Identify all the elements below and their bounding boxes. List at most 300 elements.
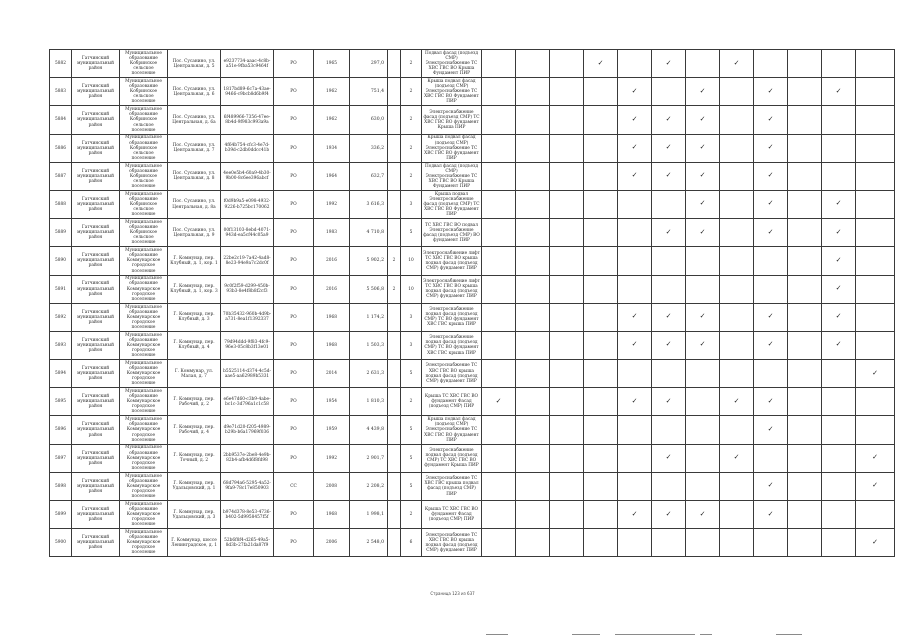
year-cell: 2008 <box>314 472 350 500</box>
check-cell <box>822 331 856 359</box>
guid-cell: e6e47d60-c3b9-4abe-bc1c-3d796a1c1c58 <box>221 388 274 416</box>
check-cell <box>856 416 895 444</box>
checkmark-icon: ✓ <box>767 171 774 180</box>
check-cell <box>788 162 822 190</box>
check-cell <box>720 275 754 303</box>
check-cell <box>788 472 822 500</box>
area-cell: 751,4 <box>350 78 388 106</box>
check-cell <box>686 78 720 106</box>
check-cell <box>686 190 720 218</box>
check-cell <box>516 247 550 275</box>
check-cell <box>686 303 720 331</box>
guid-cell: f0d9b9a5-e098-4932-9226-b725bc170062 <box>221 190 274 218</box>
lifts-cell: 2 <box>388 275 401 303</box>
checkmark-icon: ✓ <box>699 114 706 123</box>
check-cell <box>482 162 516 190</box>
checkmark-icon: ✓ <box>699 227 706 236</box>
floors-cell: 2 <box>401 134 422 162</box>
works-cell: Электроснабжение подвал фасад (подъезд СМР) ТС ВО фундамент ХВС ГВС крыша ПИР <box>422 331 482 359</box>
area-cell: 632,7 <box>350 162 388 190</box>
guid-cell: 4f64b754-cfc3-4e7d-b39d-c2db0ddcc41b <box>221 134 274 162</box>
guid-cell: 1817bd89-6c7a-43ae-9466-c9bcb8d6b9f4 <box>221 78 274 106</box>
check-cell <box>516 134 550 162</box>
check-cell <box>754 416 788 444</box>
check-cell <box>788 134 822 162</box>
check-cell <box>550 190 584 218</box>
guid-cell: 9c0f2f59-d299-450b-93b3-8e4f8b8f2cf3 <box>221 275 274 303</box>
check-cell <box>822 388 856 416</box>
check-cell <box>788 219 822 247</box>
check-cell <box>686 444 720 472</box>
district-cell: Гатчинский муниципальный район <box>72 331 120 359</box>
address-cell: Г. Коммунар, пер. Клубный, д. 1, кор. 1 <box>168 247 221 275</box>
check-cell <box>584 529 618 557</box>
check-cell <box>584 275 618 303</box>
check-cell <box>754 134 788 162</box>
area-cell: 336,2 <box>350 134 388 162</box>
owner-cell: Муниципальное образование Коммунарское городское поселение <box>120 529 168 557</box>
form-cell: РО <box>274 388 314 416</box>
check-cell <box>686 529 720 557</box>
area-cell: 630,0 <box>350 106 388 134</box>
check-cell <box>788 331 822 359</box>
district-cell: Гатчинский муниципальный район <box>72 360 120 388</box>
owner-cell: Муниципальное образование Коммунарское городское поселение <box>120 501 168 529</box>
checkmark-icon: ✓ <box>699 86 706 95</box>
check-cell <box>652 472 686 500</box>
floors-cell: 2 <box>401 78 422 106</box>
lifts-cell <box>388 416 401 444</box>
check-cell <box>788 388 822 416</box>
checkmark-icon: ✓ <box>597 58 604 67</box>
check-cell <box>618 388 652 416</box>
address-cell: Пос. Сусанино, ул. Центральная, д. 7 <box>168 134 221 162</box>
checkmark-icon: ✓ <box>631 114 638 123</box>
check-cell <box>550 501 584 529</box>
address-cell: Г. Коммунар, пер. Рабочий, д. 2 <box>168 388 221 416</box>
check-cell <box>720 388 754 416</box>
works-cell: Крыша подвал фасад (подъезд СМР) Электроснабжение ТС ХВС ГВС ВО фундамент ПИР <box>422 416 482 444</box>
check-cell <box>788 247 822 275</box>
year-cell: 1968 <box>314 331 350 359</box>
check-cell <box>618 529 652 557</box>
floors-cell: 2 <box>401 501 422 529</box>
check-cell <box>720 190 754 218</box>
year-cell: 1934 <box>314 134 350 162</box>
check-cell <box>754 219 788 247</box>
owner-cell: Муниципальное образование Коммунарское городское поселение <box>120 247 168 275</box>
district-cell: Гатчинский муниципальный район <box>72 134 120 162</box>
district-cell: Гатчинский муниципальный район <box>72 219 120 247</box>
check-cell <box>482 219 516 247</box>
check-cell <box>584 134 618 162</box>
check-cell <box>686 162 720 190</box>
lifts-cell <box>388 190 401 218</box>
check-cell <box>720 219 754 247</box>
form-cell: РО <box>274 331 314 359</box>
check-cell <box>516 275 550 303</box>
lifts-cell: 2 <box>388 247 401 275</box>
area-cell: 3 616,3 <box>350 190 388 218</box>
table-row <box>50 78 895 106</box>
check-cell <box>516 388 550 416</box>
check-cell <box>618 106 652 134</box>
table-row <box>50 472 895 500</box>
check-cell <box>652 275 686 303</box>
check-cell <box>652 360 686 388</box>
guid-cell: b974d378-8e53-4736-b402-5d9958457f5f <box>221 501 274 529</box>
check-cell <box>856 275 895 303</box>
register-document <box>49 49 888 557</box>
check-cell <box>584 501 618 529</box>
year-cell: 1962 <box>314 78 350 106</box>
lifts-cell <box>388 331 401 359</box>
check-cell <box>482 275 516 303</box>
check-cell <box>618 50 652 78</box>
lifts-cell <box>388 303 401 331</box>
floors-cell: 5 <box>401 472 422 500</box>
check-cell <box>516 331 550 359</box>
checkmark-icon: ✓ <box>767 86 774 95</box>
check-cell <box>788 501 822 529</box>
year-cell: 2014 <box>314 360 350 388</box>
checkmark-icon: ✓ <box>631 312 638 321</box>
check-cell <box>584 444 618 472</box>
check-cell <box>822 501 856 529</box>
checkmark-icon: ✓ <box>665 143 672 152</box>
check-cell <box>482 416 516 444</box>
check-cell <box>482 360 516 388</box>
lifts-cell <box>388 529 401 557</box>
check-cell <box>754 78 788 106</box>
district-cell: Гатчинский муниципальный район <box>72 78 120 106</box>
check-cell <box>856 444 895 472</box>
address-cell: Г. Коммунар, шоссе Ленинградское, д. 1 <box>168 529 221 557</box>
check-cell <box>482 50 516 78</box>
address-cell: Г. Коммунар, пер. Удальцовский, д. 1 <box>168 472 221 500</box>
check-cell <box>584 331 618 359</box>
checkmark-icon: ✓ <box>665 312 672 321</box>
check-cell <box>584 472 618 500</box>
check-cell <box>550 472 584 500</box>
check-cell <box>754 501 788 529</box>
check-cell <box>856 247 895 275</box>
owner-cell: Муниципальное образование Кобринское сельское поселение <box>120 78 168 106</box>
form-cell: РО <box>274 190 314 218</box>
checkmark-icon: ✓ <box>631 509 638 518</box>
check-cell <box>550 78 584 106</box>
owner-cell: Муниципальное образование Кобринское сельское поселение <box>120 219 168 247</box>
checkmark-icon: ✓ <box>835 284 842 293</box>
check-cell <box>550 360 584 388</box>
lifts-cell <box>388 78 401 106</box>
check-cell <box>550 529 584 557</box>
works-cell: ТС ХВС ГВС ВО подвал Электроснабжение фасад (подъезд СМР) ВО фундамент ПИР <box>422 219 482 247</box>
works-cell: Крыша ТС ХВС ГВС ВО фундамент Фасад (подъезд СМР) ПИР <box>422 501 482 529</box>
check-cell <box>856 303 895 331</box>
check-cell <box>652 78 686 106</box>
check-cell <box>516 360 550 388</box>
check-cell <box>652 134 686 162</box>
form-cell: РО <box>274 303 314 331</box>
check-cell <box>618 360 652 388</box>
check-cell <box>754 106 788 134</box>
check-cell <box>618 501 652 529</box>
check-cell <box>754 162 788 190</box>
check-cell <box>550 331 584 359</box>
address-cell: Пос. Сусанино, ул. Центральная, д. 6а <box>168 106 221 134</box>
check-cell <box>652 162 686 190</box>
district-cell: Гатчинский муниципальный район <box>72 247 120 275</box>
check-cell <box>516 190 550 218</box>
check-cell <box>516 472 550 500</box>
check-cell <box>788 303 822 331</box>
checkmark-icon: ✓ <box>699 171 706 180</box>
area-cell: 2 208,2 <box>350 472 388 500</box>
check-cell <box>822 78 856 106</box>
check-cell <box>482 444 516 472</box>
checkmark-icon: ✓ <box>872 481 878 490</box>
check-cell <box>754 331 788 359</box>
lifts-cell <box>388 444 401 472</box>
year-cell: 2016 <box>314 275 350 303</box>
check-cell <box>822 219 856 247</box>
form-cell: РО <box>274 529 314 557</box>
floors-cell: 6 <box>401 529 422 557</box>
address-cell: Пос. Сусанино, ул. Центральная, д. 8а <box>168 190 221 218</box>
lifts-cell <box>388 219 401 247</box>
check-cell <box>788 444 822 472</box>
check-cell <box>482 106 516 134</box>
floors-cell: 5 <box>401 219 422 247</box>
check-cell <box>652 529 686 557</box>
form-cell: РО <box>274 360 314 388</box>
district-cell: Гатчинский муниципальный район <box>72 162 120 190</box>
district-cell: Гатчинский муниципальный район <box>72 275 120 303</box>
check-cell <box>584 303 618 331</box>
checkmark-icon: ✓ <box>767 424 774 433</box>
check-cell <box>618 78 652 106</box>
check-cell <box>788 416 822 444</box>
checkmark-icon: ✓ <box>699 312 706 321</box>
page-footer: Страница 123 из 637 <box>430 591 475 596</box>
checkmark-icon: ✓ <box>495 396 502 405</box>
check-cell <box>720 472 754 500</box>
floors-cell: 2 <box>401 50 422 78</box>
owner-cell: Муниципальное образование Коммунарское городское поселение <box>120 444 168 472</box>
form-cell: РО <box>274 219 314 247</box>
address-cell: Г. Коммунар, пер. Клубный, д. 4 <box>168 331 221 359</box>
district-cell: Гатчинский муниципальный район <box>72 303 120 331</box>
address-cell: Пос. Сусанино, ул. Центральная, д. 5 <box>168 50 221 78</box>
check-cell <box>516 416 550 444</box>
owner-cell: Муниципальное образование Кобринское сельское поселение <box>120 106 168 134</box>
owner-cell: Муниципальное образование Кобринское сельское поселение <box>120 162 168 190</box>
check-cell <box>822 416 856 444</box>
check-cell <box>788 529 822 557</box>
scan-artifact-line <box>572 634 600 635</box>
check-cell <box>686 275 720 303</box>
check-cell <box>618 303 652 331</box>
check-cell <box>482 78 516 106</box>
check-cell <box>516 303 550 331</box>
checkmark-icon: ✓ <box>699 340 706 349</box>
row-number: 5882 <box>50 50 72 78</box>
year-cell: 1968 <box>314 501 350 529</box>
checkmark-icon: ✓ <box>665 340 672 349</box>
district-cell: Гатчинский муниципальный район <box>72 444 120 472</box>
guid-cell: d9e71d20-f205-4989-b29b-b6a17969f036 <box>221 416 274 444</box>
check-cell <box>618 162 652 190</box>
district-cell: Гатчинский муниципальный район <box>72 501 120 529</box>
check-cell <box>482 134 516 162</box>
scan-artifact-line <box>486 634 508 635</box>
check-cell <box>822 106 856 134</box>
check-cell <box>550 275 584 303</box>
area-cell: 1 998,1 <box>350 501 388 529</box>
check-cell <box>754 190 788 218</box>
table-row <box>50 416 895 444</box>
checkmark-icon: ✓ <box>767 481 774 490</box>
area-cell: 5 902,2 <box>350 247 388 275</box>
check-cell <box>720 416 754 444</box>
check-cell <box>482 388 516 416</box>
year-cell: 2006 <box>314 529 350 557</box>
form-cell: РО <box>274 247 314 275</box>
lifts-cell <box>388 50 401 78</box>
area-cell: 4 710,8 <box>350 219 388 247</box>
works-cell: Электроснабжение лифт ТС ХВС ГВС ВО крыша подвал фасад (подъезд СМР) фундамент ПИР <box>422 275 482 303</box>
check-cell <box>652 50 686 78</box>
owner-cell: Муниципальное образование Кобринское сельское поселение <box>120 190 168 218</box>
check-cell <box>618 416 652 444</box>
row-number: 5893 <box>50 331 72 359</box>
check-cell <box>822 444 856 472</box>
check-cell <box>550 247 584 275</box>
address-cell: Г. Коммунар, пер. Клубный, д. 3 <box>168 303 221 331</box>
year-cell: 1983 <box>314 219 350 247</box>
district-cell: Гатчинский муниципальный район <box>72 106 120 134</box>
check-cell <box>754 388 788 416</box>
row-number: 5888 <box>50 190 72 218</box>
check-cell <box>856 78 895 106</box>
check-cell <box>788 50 822 78</box>
check-cell <box>720 303 754 331</box>
checkmark-icon: ✓ <box>665 171 672 180</box>
works-cell: Крыша ТС ХВС ГВС ВО фундамент Фасад (подъезд СМР) ПИР <box>422 388 482 416</box>
check-cell <box>584 106 618 134</box>
check-cell <box>856 388 895 416</box>
area-cell: 1 503,3 <box>350 331 388 359</box>
check-cell <box>618 134 652 162</box>
table-row <box>50 247 895 275</box>
address-cell: Пос. Сусанино, ул. Центральная, д. 9 <box>168 219 221 247</box>
check-cell <box>856 219 895 247</box>
check-cell <box>720 134 754 162</box>
check-cell <box>584 360 618 388</box>
guid-cell: 68d794a6-5295-4a52-9fa9-78c17e850903 <box>221 472 274 500</box>
table-row <box>50 275 895 303</box>
row-number: 5891 <box>50 275 72 303</box>
check-cell <box>550 134 584 162</box>
owner-cell: Муниципальное образование Коммунарское городское поселение <box>120 275 168 303</box>
check-cell <box>754 50 788 78</box>
check-cell <box>550 388 584 416</box>
lifts-cell <box>388 106 401 134</box>
year-cell: 1954 <box>314 388 350 416</box>
check-cell <box>482 331 516 359</box>
area-cell: 1 810,3 <box>350 388 388 416</box>
checkmark-icon: ✓ <box>767 114 774 123</box>
row-number: 5890 <box>50 247 72 275</box>
check-cell <box>686 331 720 359</box>
area-cell: 5 506,8 <box>350 275 388 303</box>
check-cell <box>856 529 895 557</box>
check-cell <box>584 388 618 416</box>
checkmark-icon: ✓ <box>665 114 672 123</box>
check-cell <box>584 78 618 106</box>
row-number: 5886 <box>50 134 72 162</box>
check-cell <box>550 219 584 247</box>
checkmark-icon: ✓ <box>699 143 706 152</box>
checkmark-icon: ✓ <box>733 453 740 462</box>
guid-cell: 52b6f8f4-d265-49a5-8d3b-27fa21da87f9 <box>221 529 274 557</box>
check-cell <box>686 134 720 162</box>
address-cell: Г. Коммунар, пер. Клубный, д. 1, кор. 3 <box>168 275 221 303</box>
floors-cell: 5 <box>401 416 422 444</box>
checkmark-icon: ✓ <box>631 171 638 180</box>
capital-repair-table <box>49 49 895 557</box>
check-cell <box>652 388 686 416</box>
check-cell <box>788 360 822 388</box>
owner-cell: Муниципальное образование Кобринское сельское поселение <box>120 50 168 78</box>
table-row <box>50 360 895 388</box>
district-cell: Гатчинский муниципальный район <box>72 388 120 416</box>
check-cell <box>720 360 754 388</box>
form-cell: РО <box>274 501 314 529</box>
check-cell <box>856 331 895 359</box>
check-cell <box>550 162 584 190</box>
table-row <box>50 331 895 359</box>
scan-artifact-line <box>776 634 802 635</box>
check-cell <box>856 472 895 500</box>
check-cell <box>652 416 686 444</box>
checkmark-icon: ✓ <box>835 340 842 349</box>
check-cell <box>686 247 720 275</box>
checkmark-icon: ✓ <box>767 227 774 236</box>
checkmark-icon: ✓ <box>665 396 672 405</box>
checkmark-icon: ✓ <box>665 453 672 462</box>
works-cell: Электроснабжение ТС ХВС ГВС ВО крыша подвал фасад (подъезд СМР) фундамент ПИР <box>422 360 482 388</box>
row-number: 5887 <box>50 162 72 190</box>
guid-cell: 70b35432-960b-4d9b-a731-8ea1f1392337 <box>221 303 274 331</box>
guid-cell: 2bb9537e-2be8-4e9b-82b4-afb4d6f8fd98 <box>221 444 274 472</box>
checkmark-icon: ✓ <box>631 143 638 152</box>
checkmark-icon: ✓ <box>767 340 774 349</box>
checkmark-icon: ✓ <box>872 368 878 377</box>
row-number: 5899 <box>50 501 72 529</box>
checkmark-icon: ✓ <box>665 227 672 236</box>
check-cell <box>550 444 584 472</box>
guid-cell: 4ee0e5b4-60a9-4b30-9b00-8c6ee396abcf <box>221 162 274 190</box>
check-cell <box>822 50 856 78</box>
check-cell <box>618 472 652 500</box>
row-number: 5897 <box>50 444 72 472</box>
check-cell <box>822 162 856 190</box>
check-cell <box>550 303 584 331</box>
check-cell <box>652 331 686 359</box>
guid-cell: 22be2c19-7a42-4ad8-8e23-94e9a7c2dc0f <box>221 247 274 275</box>
